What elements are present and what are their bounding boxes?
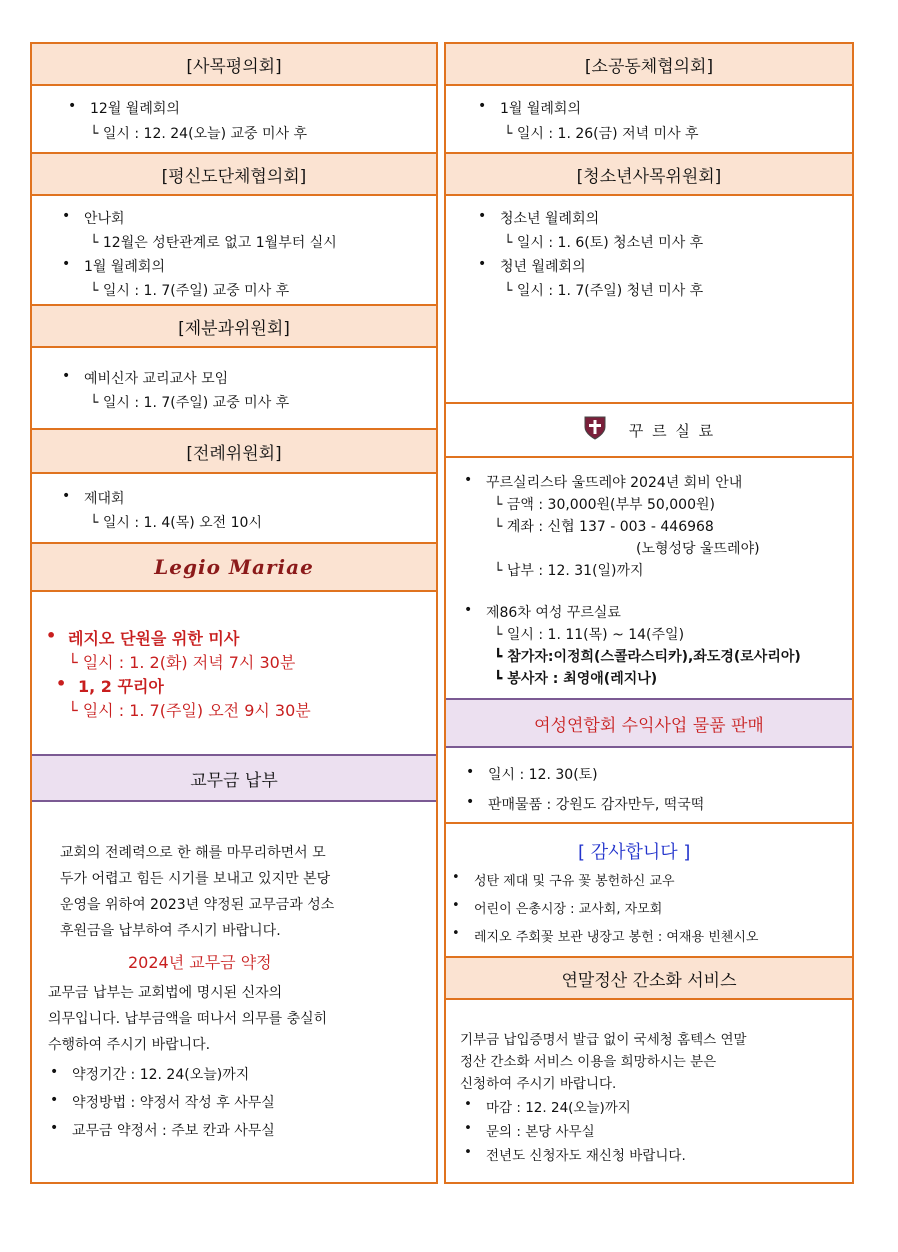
gyowu-para-2: 두가 어렵고 힘든 시기를 보내고 있지만 본당	[60, 871, 331, 887]
pyeongsin-item-2: • 1월 월례회의	[84, 256, 165, 276]
cursillo-shield-icon	[583, 415, 607, 445]
yeonmal-para-3: 신청하여 주시기 바랍니다.	[460, 1076, 617, 1092]
thanks-title: [ 감사합니다 ]	[578, 842, 691, 863]
samok-item-1: • 12월 월례회의	[90, 98, 180, 118]
jebun-title: [제분과위원회]	[178, 318, 290, 339]
jeollye-body	[32, 474, 436, 542]
yeonmal-body	[446, 1000, 852, 1182]
sogongdong-body	[446, 86, 852, 154]
thanks-item-3: • 레지오 주회꽃 보관 냉장고 봉헌 : 여재용 빈첸시오	[474, 926, 758, 945]
sogongdong-title: [소공동체협의회]	[584, 56, 714, 77]
legio-header	[32, 542, 436, 592]
left-column	[30, 42, 438, 1184]
cheongsonyeon-header	[446, 152, 852, 196]
gyowu-body	[32, 802, 436, 1182]
gyowu-subtitle: 2024년 교무금 약정	[128, 953, 272, 972]
yeonmal-para-1: 기부금 납입증명서 발급 없이 국세청 홈텍스 연말	[460, 1032, 747, 1048]
samok-title: [사목평의회]	[186, 56, 282, 77]
cheongsonyeon-body	[446, 196, 852, 402]
gyowu-p2-3: 수행하여 주시기 바랍니다.	[48, 1037, 211, 1053]
legio-title: Legio Mariae	[154, 555, 314, 579]
cursillo-item-1-sub-4: └ 납부 : 12. 31(일)까지	[494, 563, 644, 579]
cheongsonyeon-title: [청소년사목위원회]	[576, 166, 722, 187]
cursillo-body	[446, 458, 852, 698]
sogongdong-item-1-sub: └ 일시 : 1. 26(금) 저녁 미사 후	[504, 126, 699, 142]
jeollye-item-1-sub: └ 일시 : 1. 4(목) 오전 10시	[90, 515, 262, 531]
samok-item-1-sub: └ 일시 : 12. 24(오늘) 교중 미사 후	[90, 126, 308, 142]
jebun-item-1-sub: └ 일시 : 1. 7(주일) 교중 미사 후	[90, 395, 290, 411]
thanks-item-2: • 어린이 은총시장 : 교사회, 자모회	[474, 898, 662, 917]
thanks-item-1: • 성탄 제대 및 구유 꽃 봉헌하신 교우	[474, 870, 675, 889]
yeoseong-item-2: • 판매물품 : 강원도 감자만두, 떡국떡	[488, 794, 704, 814]
cursillo-title: 꾸 르 실 료	[628, 421, 716, 440]
cursillo-header	[446, 402, 852, 458]
pyeongsin-title: [평신도단체협의회]	[161, 166, 307, 187]
legio-item-2-sub: └ 일시 : 1. 7(주일) 오전 9시 30분	[68, 701, 311, 720]
gyowu-para-3: 운영을 위하여 2023년 약정된 교무금과 성소	[60, 897, 335, 913]
jeollye-item-1: • 제대회	[84, 488, 125, 508]
gyowu-title: 교무금 납부	[190, 770, 278, 791]
yeoseong-body	[446, 748, 852, 824]
pyeongsin-item-1-sub: └ 12월은 성탄관계로 없고 1월부터 실시	[90, 235, 337, 251]
cursillo-item-2-sub-1: └ 일시 : 1. 11(목) ~ 14(주일)	[494, 627, 685, 643]
yeoseong-title: 여성연합회 수익사업 물품 판매	[534, 715, 764, 736]
cursillo-item-2: • 제86차 여성 꾸르실료	[486, 602, 621, 622]
pyeongsin-header	[32, 152, 436, 196]
cheongsonyeon-item-2: • 청년 월례회의	[500, 256, 586, 276]
gyowu-p2-2: 의무입니다. 납부금액을 떠나서 의무를 충실히	[48, 1011, 328, 1027]
jebun-item-1: • 예비신자 교리교사 모임	[84, 368, 228, 388]
cheongsonyeon-item-1: • 청소년 월례회의	[500, 208, 599, 228]
gyowu-p2-1: 교무금 납부는 교회법에 명시된 신자의	[48, 985, 283, 1001]
yeonmal-item-3: • 전년도 신청자도 재신청 바랍니다.	[486, 1144, 686, 1164]
gyowu-item-3: • 교무금 약정서 : 주보 칸과 사무실	[72, 1120, 275, 1140]
cheongsonyeon-item-1-sub: └ 일시 : 1. 6(토) 청소년 미사 후	[504, 235, 704, 251]
pyeongsin-item-1: • 안나회	[84, 208, 125, 228]
right-column	[444, 42, 854, 1184]
cursillo-item-1-sub-2: └ 계좌 : 신협 137 - 003 - 446968	[494, 519, 714, 535]
yeonmal-para-2: 정산 간소화 서비스 이용을 희망하시는 분은	[460, 1054, 717, 1070]
jebun-header	[32, 304, 436, 348]
yeonmal-header	[446, 956, 852, 1000]
sogongdong-item-1: • 1월 월례회의	[500, 98, 581, 118]
thanks-body	[446, 822, 852, 956]
jeollye-title: [전례위원회]	[186, 443, 282, 464]
yeonmal-title: 연말정산 간소화 서비스	[561, 970, 737, 991]
legio-item-1: • 레지오 단원을 위한 미사	[68, 626, 239, 649]
pyeongsin-item-2-sub: └ 일시 : 1. 7(주일) 교중 미사 후	[90, 283, 290, 299]
yeoseong-header	[446, 698, 852, 748]
jeollye-header	[32, 428, 436, 474]
legio-item-2: • 1, 2 꾸리아	[78, 674, 164, 697]
gyowu-item-2: • 약정방법 : 약정서 작성 후 사무실	[72, 1092, 275, 1112]
yeonmal-item-1: • 마감 : 12. 24(오늘)까지	[486, 1096, 631, 1116]
samok-body	[32, 86, 436, 154]
cursillo-item-1: • 꾸르실리스타 울뜨레야 2024년 회비 안내	[486, 472, 742, 492]
gyowu-header	[32, 754, 436, 802]
gyowu-item-1: • 약정기간 : 12. 24(오늘)까지	[72, 1064, 249, 1084]
jebun-body	[32, 348, 436, 428]
samok-header	[32, 44, 436, 86]
legio-body	[32, 592, 436, 754]
gyowu-para-4: 후원금을 납부하여 주시기 바랍니다.	[60, 923, 281, 939]
legio-item-1-sub: └ 일시 : 1. 2(화) 저녁 7시 30분	[68, 653, 296, 672]
cheongsonyeon-item-2-sub: └ 일시 : 1. 7(주일) 청년 미사 후	[504, 283, 704, 299]
yeoseong-item-1: • 일시 : 12. 30(토)	[488, 764, 598, 784]
pyeongsin-body	[32, 196, 436, 306]
cursillo-item-2-sub-2: ┗ 참가자:이정희(스콜라스티카),좌도경(로사리아)	[494, 649, 801, 665]
cursillo-item-1-sub-1: └ 금액 : 30,000원(부부 50,000원)	[494, 497, 715, 513]
yeonmal-item-2: • 문의 : 본당 사무실	[486, 1120, 595, 1140]
cursillo-item-1-sub-3: (노형성당 울뜨레야)	[636, 541, 760, 557]
sogongdong-header	[446, 44, 852, 86]
cursillo-item-2-sub-3: ┗ 봉사자 : 최영애(레지나)	[494, 671, 658, 687]
gyowu-para-1: 교회의 전례력으로 한 해를 마무리하면서 모	[60, 845, 326, 861]
